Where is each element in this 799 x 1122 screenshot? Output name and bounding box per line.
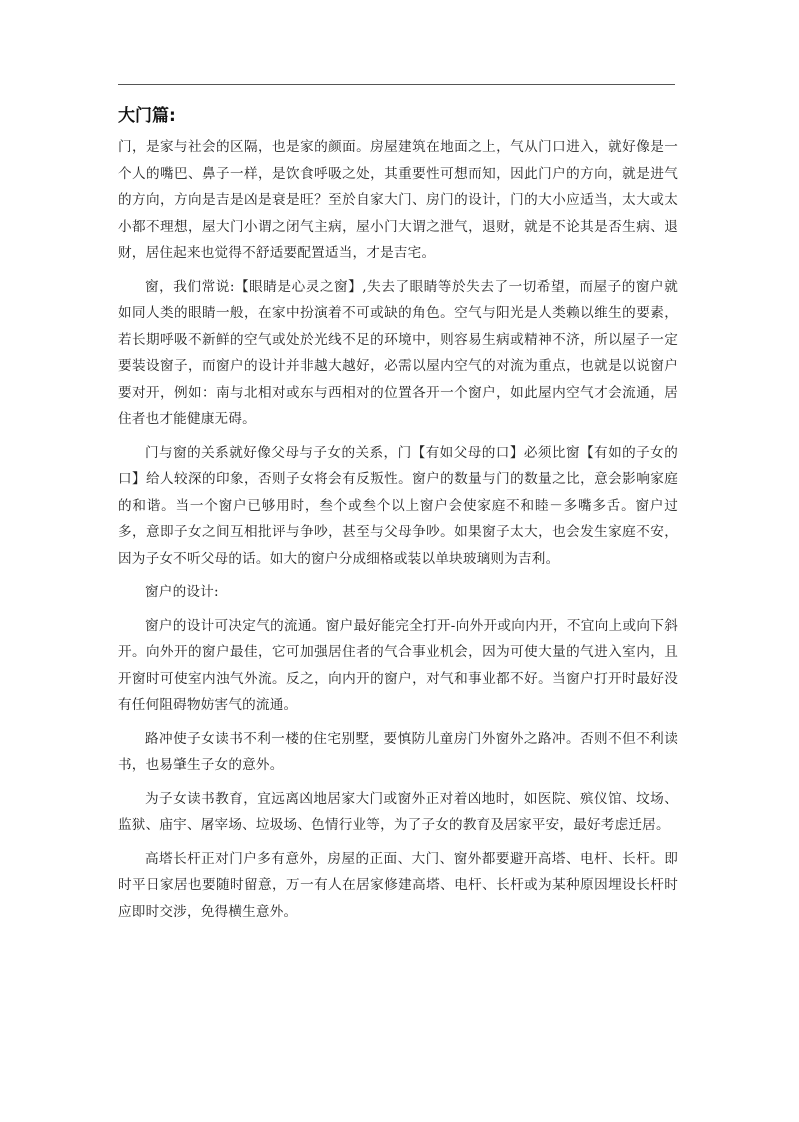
- paragraph-children-education: 为子女读书教育，宜远离凶地居家大门或窗外正对着凶地时，如医院、殡仪馆、坟场、监狱、庙宇、屠宰场、垃圾场、色情行业等，为了子女的教育及居家平安，最好考虑迁居。: [118, 790, 678, 833]
- subheading-window-design: 窗户的设计:: [145, 584, 219, 600]
- paragraph-window-intro: 窗，我们常说:【眼睛是心灵之窗】,失去了眼睛等於失去了一切希望，而屋子的窗户就如同人类的眼睛一般，在家中扮演着不可或缺的角色。空气与阳光是人类赖以维生的要素，若长期呼吸不新鲜的空气或处於光线不足的环境中，则容易生病或精神不济，所以屋子一定要装设窗子，而窗户的设计并非越大越好，必需以屋内空气的对流为重点，也就是以说窗户要对开，例如：南与北相对或东与西相对的位置各开一个窗户，如此屋内空气才会流通，居住者也才能健康无碍。: [118, 278, 678, 427]
- section-title: 大门篇:: [118, 106, 176, 126]
- paragraph-door-intro: 门，是家与社会的区隔，也是家的颜面。房屋建筑在地面之上，气从门口进入，就好像是一个人的嘴巴、鼻子一样，是饮食呼吸之处，其重要性可想而知，因此门户的方向，就是进气的方向，方向是吉是凶是衰是旺？至於自家大门、房门的设计，门的大小应适当，太大或太小都不理想，屋大门小谓之闭气主病，屋小门大谓之泄气，退财，就是不论其是否生病、退财，居住起来也觉得不舒适要配置适当，才是吉宅。: [118, 139, 678, 261]
- document-body: [118, 102, 678, 932]
- header-rule: [118, 84, 675, 85]
- paragraph-road-clash: 路冲使子女读书不利一楼的住宅别墅，要慎防儿童房门外窗外之路冲。否则不但不利读书，也易肇生子女的意外。: [118, 730, 678, 773]
- paragraph-tall-towers: 高塔长杆正对门户多有意外，房屋的正面、大门、窗外都要避开高塔、电杆、长杆。即时平日家居也要随时留意，万一有人在居家修建高塔、电杆、长杆或为某种原因埋设长杆时应即时交涉，免得横生意外。: [118, 850, 678, 920]
- paragraph-window-design: 窗户的设计可决定气的流通。窗户最好能完全打开-向外开或向内开，不宜向上或向下斜开。向外开的窗户最佳，它可加强居住者的气合事业机会，因为可使大量的气进入室内，且开窗时可使室内浊气外流。反之，向内开的窗户，对气和事业都不好。当窗户打开时最好没有任何阻碍物妨害气的流通。: [118, 617, 678, 713]
- paragraph-door-window-relation: 门与窗的关系就好像父母与子女的关系，门【有如父母的口】必须比窗【有如的子女的口】给人较深的印象，否则子女将会有反叛性。窗户的数量与门的数量之比，意会影响家庭的和谐。当一个窗户已够用时，叁个或叁个以上窗户会使家庭不和睦－多嘴多舌。窗户过多，意即子女之间互相批评与争吵，甚至与父母争吵。如果窗子太大，也会发生家庭不安，因为子女不听父母的话。如大的窗户分成细格或装以单块玻璃则为吉利。: [118, 444, 678, 567]
